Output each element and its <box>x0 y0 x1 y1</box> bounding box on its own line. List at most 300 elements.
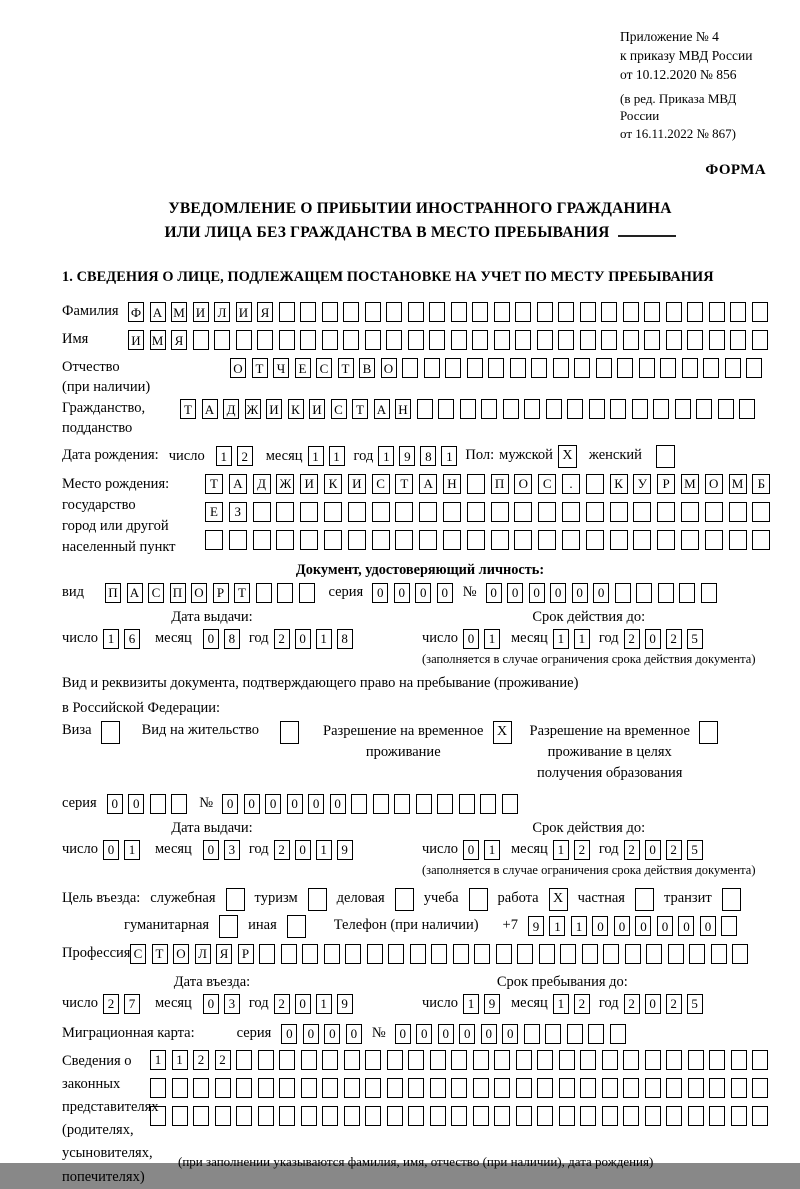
char-box <box>494 1106 510 1126</box>
char-box: 1 <box>316 840 332 860</box>
char-box <box>596 358 612 378</box>
char-box <box>416 794 432 814</box>
char-box <box>752 330 768 350</box>
char-box <box>633 502 651 522</box>
char-box <box>343 330 359 350</box>
char-box <box>644 330 660 350</box>
char-box <box>451 1106 467 1126</box>
char-box <box>586 474 604 494</box>
char-box <box>545 1024 561 1044</box>
char-box: 1 <box>124 840 140 860</box>
month-label: месяц <box>154 995 192 1012</box>
char-box: Д <box>253 474 271 494</box>
day-label: число <box>62 995 98 1012</box>
char-box: Т <box>338 358 354 378</box>
char-box: В <box>359 358 375 378</box>
char-box <box>656 445 675 468</box>
residence-issue-day <box>103 840 140 860</box>
form-title-line2: ИЛИ ЛИЦА БЕЗ ГРАЖДАНСТВА В МЕСТО ПРЕБЫВАНИЯ <box>164 224 610 242</box>
option-edu-permit <box>530 721 718 784</box>
char-box <box>703 358 719 378</box>
char-box: З <box>229 502 247 522</box>
char-box: 0 <box>265 794 281 814</box>
patronymic-label-note: (при наличии) <box>62 378 151 395</box>
year-label: год <box>598 841 619 858</box>
char-box: 0 <box>372 583 388 603</box>
char-box: 0 <box>529 583 545 603</box>
char-box <box>546 399 562 419</box>
char-box: А <box>374 399 390 419</box>
char-box: 9 <box>484 994 500 1014</box>
char-box <box>586 502 604 522</box>
char-box <box>632 399 648 419</box>
char-box <box>675 399 691 419</box>
char-box <box>558 302 574 322</box>
char-box: 2 <box>215 1050 231 1070</box>
char-box: 8 <box>224 629 240 649</box>
char-box <box>472 330 488 350</box>
phone-boxes <box>528 916 738 936</box>
char-box <box>437 794 453 814</box>
char-box: 1 <box>103 629 119 649</box>
month-label: месяц <box>510 995 548 1012</box>
purpose-opt-label: транзит <box>663 890 712 907</box>
char-box <box>517 944 533 964</box>
char-box <box>516 1106 532 1126</box>
char-box <box>280 721 299 744</box>
char-box <box>687 330 703 350</box>
char-box <box>322 1050 338 1070</box>
char-box <box>302 944 318 964</box>
migration-card-label: Миграционная карта: <box>62 1024 195 1041</box>
char-box <box>308 888 327 911</box>
char-box <box>601 330 617 350</box>
char-box: Т <box>352 399 368 419</box>
annex-revision-note <box>620 90 778 143</box>
char-box <box>510 358 526 378</box>
char-box <box>150 794 166 814</box>
char-box <box>324 944 340 964</box>
char-box <box>417 399 433 419</box>
purpose-study-checkbox <box>469 888 488 911</box>
char-box <box>277 583 293 603</box>
given-name-boxes <box>128 330 768 350</box>
char-box <box>524 1024 540 1044</box>
annex-line: Приложение № 4 <box>620 29 719 44</box>
char-box: 0 <box>128 794 144 814</box>
char-box <box>559 1078 575 1098</box>
year-label: год <box>598 995 619 1012</box>
char-box <box>386 330 402 350</box>
char-box <box>491 530 509 550</box>
char-box <box>451 1078 467 1098</box>
char-box: О <box>230 358 246 378</box>
doc-expiry-date <box>422 629 755 649</box>
char-box <box>410 944 426 964</box>
char-box <box>345 944 361 964</box>
residence-expiry-heading: Срок действия до: <box>532 819 646 836</box>
char-box <box>445 358 461 378</box>
doc-number-label: № <box>462 583 477 600</box>
char-box <box>214 330 230 350</box>
annex-line: к приказу МВД России <box>620 47 753 63</box>
char-box <box>688 1106 704 1126</box>
char-box <box>259 944 275 964</box>
patronymic-row <box>62 358 778 397</box>
char-box <box>494 330 510 350</box>
month-label: месяц <box>154 841 192 858</box>
residence-expiry-year <box>624 840 703 860</box>
doc-number-boxes <box>486 583 717 603</box>
char-box: 0 <box>415 583 431 603</box>
char-box <box>322 330 338 350</box>
char-box <box>553 358 569 378</box>
purpose-row1 <box>62 888 778 911</box>
char-box <box>681 530 699 550</box>
char-box <box>709 302 725 322</box>
char-box <box>705 530 723 550</box>
char-box: А <box>202 399 218 419</box>
edu-permit-label: Разрешение на временное проживание в целях получения образования <box>529 722 690 781</box>
char-box <box>408 1106 424 1126</box>
char-box: 0 <box>330 794 346 814</box>
identity-doc-kind-row <box>62 583 778 603</box>
char-box <box>258 1078 274 1098</box>
char-box <box>424 358 440 378</box>
char-box <box>443 502 461 522</box>
representatives-label: Сведения о законных представителях (родителях, усыновителях, попечителях) <box>62 1052 159 1185</box>
char-box: Т <box>152 944 168 964</box>
char-box: К <box>610 474 628 494</box>
char-box <box>562 530 580 550</box>
char-box: А <box>150 302 166 322</box>
char-box <box>236 330 252 350</box>
char-box <box>229 530 247 550</box>
stay-year <box>624 994 703 1014</box>
char-box: О <box>705 474 723 494</box>
char-box: X <box>549 888 568 911</box>
profession-label: Профессия <box>62 944 131 961</box>
char-box <box>322 302 338 322</box>
char-box <box>480 794 496 814</box>
char-box <box>582 944 598 964</box>
form-title-line2-wrap <box>62 221 778 245</box>
char-box <box>438 399 454 419</box>
char-box <box>386 302 402 322</box>
month-label: месяц <box>510 630 548 647</box>
char-box: 0 <box>592 916 608 936</box>
char-box: И <box>128 330 144 350</box>
char-box <box>610 530 628 550</box>
char-box <box>279 1078 295 1098</box>
title-blank-underline <box>618 221 676 237</box>
char-box: Р <box>657 474 675 494</box>
char-box: Ф <box>128 302 144 322</box>
char-box: 2 <box>574 994 590 1014</box>
purpose-other-checkbox <box>287 915 306 938</box>
purpose-opt-label: учеба <box>423 890 459 907</box>
char-box <box>623 330 639 350</box>
char-box <box>171 794 187 814</box>
char-box <box>709 1050 725 1070</box>
sex-female-label: женский <box>588 447 642 464</box>
purpose-row2 <box>124 915 778 938</box>
day-label: число <box>168 447 205 464</box>
char-box: 8 <box>337 629 353 649</box>
char-box: 2 <box>666 629 682 649</box>
char-box <box>633 530 651 550</box>
doc-expiry-heading: Срок действия до: <box>532 608 646 625</box>
char-box <box>279 1106 295 1126</box>
residence-number-label: № <box>199 794 214 811</box>
char-box <box>729 530 747 550</box>
birth-place-sublabel-state: государство <box>62 496 136 513</box>
char-box <box>730 330 746 350</box>
char-box <box>150 1106 166 1126</box>
char-box <box>287 915 306 938</box>
char-box <box>367 944 383 964</box>
char-box <box>474 944 490 964</box>
purpose-opt-label: частная <box>577 890 625 907</box>
char-box <box>101 721 120 744</box>
doc-issue-date <box>62 629 362 649</box>
char-box <box>451 1050 467 1070</box>
char-box: П <box>491 474 509 494</box>
char-box <box>639 358 655 378</box>
char-box <box>560 944 576 964</box>
birth-place-box-rows <box>205 474 770 550</box>
entry-year <box>274 994 353 1014</box>
char-box <box>682 358 698 378</box>
char-box <box>276 502 294 522</box>
char-box <box>408 330 424 350</box>
char-box: X <box>558 445 577 468</box>
visa-checkbox <box>101 721 120 744</box>
char-box <box>430 1078 446 1098</box>
char-box: П <box>170 583 186 603</box>
char-box: К <box>288 399 304 419</box>
char-box: 0 <box>222 794 238 814</box>
char-box: И <box>193 302 209 322</box>
char-box: 2 <box>274 629 290 649</box>
entry-date <box>62 994 362 1014</box>
representatives-row1 <box>150 1050 768 1070</box>
char-box <box>538 530 556 550</box>
char-box: 0 <box>700 916 716 936</box>
residence-issue-date <box>62 840 362 860</box>
char-box <box>603 944 619 964</box>
day-label: число <box>422 995 458 1012</box>
char-box: 0 <box>645 629 661 649</box>
char-box <box>752 502 770 522</box>
char-box <box>531 358 547 378</box>
residence-doc-options <box>62 721 778 784</box>
char-box: 9 <box>337 994 353 1014</box>
char-box <box>623 1078 639 1098</box>
char-box: 1 <box>553 629 569 649</box>
purpose-label: Цель въезда: <box>62 890 141 907</box>
char-box: 2 <box>574 840 590 860</box>
char-box <box>516 1050 532 1070</box>
char-box <box>300 302 316 322</box>
char-box <box>322 1106 338 1126</box>
char-box <box>215 1078 231 1098</box>
birth-place-labels <box>62 474 205 558</box>
char-box <box>372 530 390 550</box>
char-box: П <box>105 583 121 603</box>
char-box <box>236 1078 252 1098</box>
birth-place-row3 <box>205 530 770 550</box>
char-box <box>666 1050 682 1070</box>
char-box: 0 <box>481 1024 497 1044</box>
char-box <box>472 302 488 322</box>
migration-series-label: серия <box>236 1024 272 1041</box>
char-box <box>467 502 485 522</box>
char-box: Т <box>180 399 196 419</box>
char-box <box>408 302 424 322</box>
representatives-row3 <box>150 1106 768 1126</box>
char-box <box>660 358 676 378</box>
char-box: Я <box>257 302 273 322</box>
char-box <box>279 1050 295 1070</box>
char-box <box>430 1106 446 1126</box>
char-box <box>365 1106 381 1126</box>
doc-issue-heading: Дата выдачи: <box>171 608 253 625</box>
char-box: 2 <box>274 994 290 1014</box>
doc-kind-label: вид <box>62 583 84 600</box>
purpose-opt-label: гуманитарная <box>124 917 210 934</box>
citizenship-boxes <box>180 399 755 419</box>
residence-series-label: серия <box>62 794 97 811</box>
char-box: 6 <box>124 629 140 649</box>
char-box <box>645 1106 661 1126</box>
char-box <box>729 502 747 522</box>
char-box <box>524 399 540 419</box>
entry-day <box>103 994 140 1014</box>
stay-until-col <box>422 974 703 1014</box>
purpose-business-checkbox <box>395 888 414 911</box>
char-box <box>236 1106 252 1126</box>
char-box: Я <box>171 330 187 350</box>
char-box: И <box>348 474 366 494</box>
char-box: С <box>316 358 332 378</box>
stay-until-date <box>422 994 703 1014</box>
char-box <box>387 1106 403 1126</box>
char-box: О <box>514 474 532 494</box>
char-box: 1 <box>316 994 332 1014</box>
char-box <box>645 1050 661 1070</box>
given-name-row <box>62 330 778 350</box>
char-box: 0 <box>303 1024 319 1044</box>
char-box: 2 <box>193 1050 209 1070</box>
char-box <box>459 794 475 814</box>
char-box: 0 <box>572 583 588 603</box>
char-box <box>395 502 413 522</box>
surname-label: Фамилия <box>62 303 119 320</box>
char-box <box>481 399 497 419</box>
birth-year-boxes <box>378 446 457 466</box>
residence-number-boxes <box>222 794 518 814</box>
birth-date-group <box>169 446 458 466</box>
char-box: О <box>191 583 207 603</box>
purpose-humanitarian-checkbox <box>219 915 238 938</box>
char-box <box>431 944 447 964</box>
char-box <box>610 399 626 419</box>
doc-series-label: серия <box>328 583 364 600</box>
birth-place-sublabel-settlement: населенный пункт <box>62 538 176 555</box>
purpose-opt-label: деловая <box>336 890 385 907</box>
patronymic-label: Отчество (при наличии) <box>62 358 230 397</box>
char-box <box>635 888 654 911</box>
char-box <box>666 1078 682 1098</box>
char-box <box>580 1078 596 1098</box>
char-box <box>558 330 574 350</box>
char-box: 0 <box>459 1024 475 1044</box>
citizenship-label-line2: подданство <box>62 420 133 437</box>
char-box <box>443 530 461 550</box>
char-box: 0 <box>395 1024 411 1044</box>
char-box <box>580 1050 596 1070</box>
option-visa <box>62 721 120 744</box>
char-box <box>451 330 467 350</box>
entry-month <box>203 994 240 1014</box>
char-box <box>731 1078 747 1098</box>
month-label: месяц <box>510 841 548 858</box>
birth-place-row1 <box>205 474 770 494</box>
char-box: 7 <box>124 994 140 1014</box>
char-box <box>193 1106 209 1126</box>
char-box <box>394 794 410 814</box>
char-box <box>430 1050 446 1070</box>
char-box <box>623 302 639 322</box>
char-box <box>574 358 590 378</box>
char-box <box>752 1078 768 1098</box>
annex-line: от 10.12.2020 № 856 <box>620 66 737 82</box>
char-box: 0 <box>416 1024 432 1044</box>
birth-date-row <box>62 445 778 468</box>
char-box <box>752 302 768 322</box>
char-box: 3 <box>224 840 240 860</box>
char-box <box>388 944 404 964</box>
char-box <box>351 794 367 814</box>
identity-doc-heading: Документ, удостоверяющий личность: <box>295 561 545 578</box>
char-box <box>537 1078 553 1098</box>
char-box: 1 <box>484 840 500 860</box>
char-box <box>467 530 485 550</box>
char-box <box>395 530 413 550</box>
char-box <box>746 358 762 378</box>
char-box <box>731 1050 747 1070</box>
char-box <box>589 399 605 419</box>
char-box: 0 <box>244 794 260 814</box>
entry-stay-dates <box>62 974 778 1014</box>
purpose-opt-label: туризм <box>254 890 298 907</box>
char-box <box>365 1050 381 1070</box>
char-box: 0 <box>107 794 123 814</box>
residence-permit-checkbox <box>280 721 299 744</box>
char-box <box>408 1078 424 1098</box>
char-box <box>666 302 682 322</box>
char-box: 0 <box>486 583 502 603</box>
char-box: Л <box>214 302 230 322</box>
option-temp-permit <box>323 721 511 763</box>
purpose-private-checkbox <box>635 888 654 911</box>
char-box: С <box>538 474 556 494</box>
char-box <box>668 944 684 964</box>
char-box: 0 <box>635 916 651 936</box>
month-label: месяц <box>154 630 192 647</box>
annex-note-line: от 16.11.2022 № 867) <box>620 125 737 141</box>
